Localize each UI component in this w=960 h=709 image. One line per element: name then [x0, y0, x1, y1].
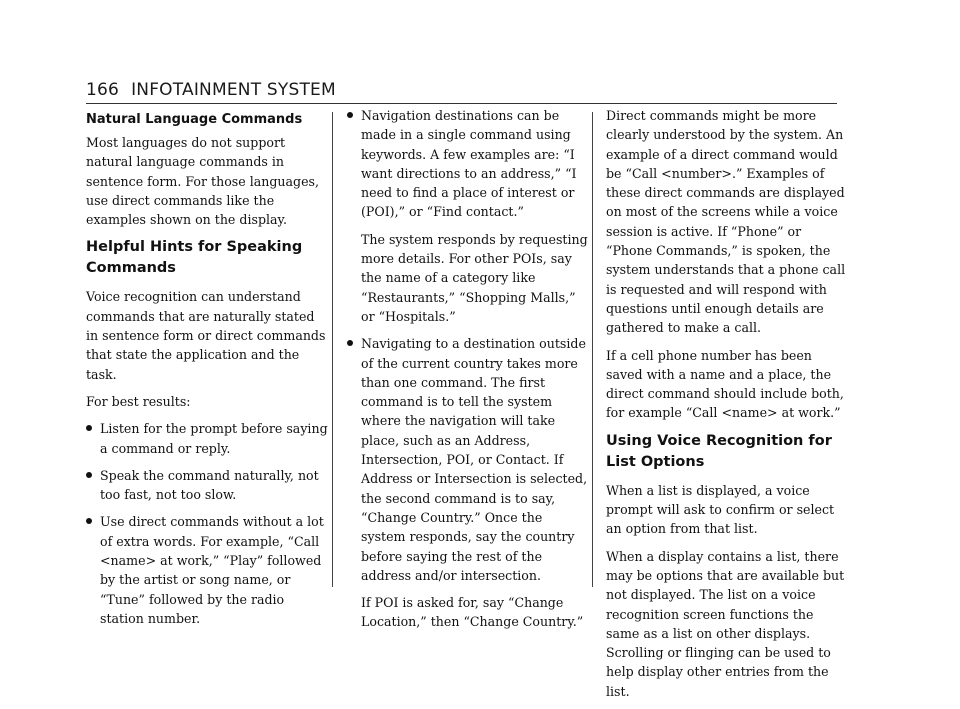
paragraph: Voice recognition can understand commands that are naturally stated in sentence form or direct commands that state the application and the task.	[86, 289, 326, 382]
bullet-icon	[86, 472, 92, 478]
paragraph: Most languages do not support natural language commands in sentence form. For those languages, use direct commands like the examples shown on the display.	[86, 135, 320, 228]
list-item	[347, 106, 589, 222]
paragraph: Direct commands might be more clearly understood by the system. An example of a direct command would be “Call <number>.” Examples of these direct commands are displayed on most of the screens while a voice session is active. If “Phone” or “Phone Commands,” is spoken, the system understands that a phone call is requested and will respond with questions until enough details are gathered to make a call.	[606, 108, 846, 336]
heading-helpful-hints: Helpful Hints for Speaking Commands	[86, 239, 303, 277]
paragraph: If a cell phone number has been saved with a name and a place, the direct command should include both, for example “Call <name> at work.”	[606, 347, 844, 421]
paragraph: When a display contains a list, there may be options that are available but not displayed. The list on a voice recognition screen functions the same as a list on other displays. Scrolling or flinging can be used to help display other entries from the list.	[606, 548, 845, 699]
paragraph: When a list is displayed, a voice prompt will ask to confirm or select an option from that list.	[606, 482, 835, 537]
page-number: 166	[86, 80, 120, 100]
column-3	[606, 106, 848, 709]
paragraph: If POI is asked for, say “Change Location,” then “Change Country.”	[361, 595, 584, 630]
bullet-icon	[347, 340, 353, 346]
bullet-icon	[86, 425, 92, 431]
column-divider-left	[332, 112, 333, 587]
section-title: INFOTAINMENT SYSTEM	[131, 80, 336, 100]
column-1	[86, 106, 328, 636]
bullet-icon	[347, 112, 353, 118]
bullet-icon	[86, 518, 92, 524]
header-rule	[86, 103, 837, 104]
column-2	[347, 106, 589, 640]
list-item-text: Navigation destinations can be made in a single command using keywords. A few examples are: “I want directions to an address,” “I need to find a place of interest or (POI),” or “Find contact.”	[361, 108, 577, 220]
list-item-text: Navigating to a destination outside of the current country takes more than one command. The first command is to tell the system where the navigation will take place, such as an Address, Intersection, POI, or Contact. If Address or Intersection is selected, the second command is to say, “Change Country.” Once the system responds, say the country before saying the rest of the address and/or intersection.	[361, 336, 588, 583]
list-item	[347, 334, 589, 585]
paragraph: The system responds by requesting more details. For other POIs, say the name of a category like “Restaurants,” “Shopping Malls,” or “Hospitals.”	[361, 231, 588, 324]
list-item	[86, 419, 328, 458]
list-item-text: Listen for the prompt before saying a command or reply.	[100, 421, 328, 456]
page-header	[86, 80, 336, 100]
heading-voice-recognition-list-options: Using Voice Recognition for List Options	[606, 432, 832, 470]
list-item	[86, 466, 328, 505]
heading-natural-language-commands: Natural Language Commands	[86, 112, 303, 127]
list-item-text: Speak the command naturally, not too fast, not too slow.	[100, 467, 319, 503]
list-item	[86, 512, 328, 628]
column-divider-right	[592, 112, 593, 587]
paragraph: For best results:	[86, 393, 191, 409]
list-item-text: Use direct commands without a lot of extra words. For example, “Call <name> at work,” “Play” followed by the artist or song name, or “Tune” followed by the radio station number.	[100, 514, 324, 626]
